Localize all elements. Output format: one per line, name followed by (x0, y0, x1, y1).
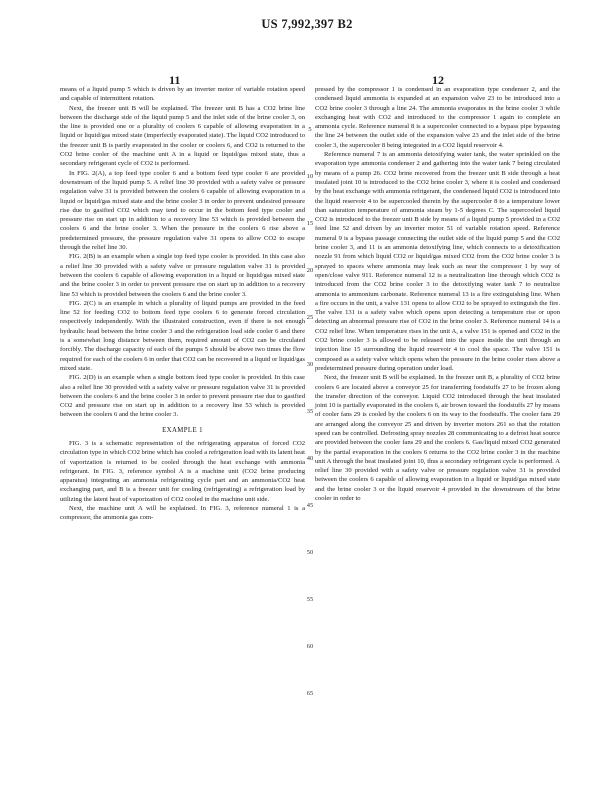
left-column (60, 85, 305, 523)
left-paragraph: Next, the freezer unit B will be explained. The freezer unit B has a CO2 brine line between the discharge side of the liquid pump 5 and the inlet side of the brine cooler 3, on the line is provided one or a plurality of coolers 6 capable of allowing evaporation in a liquid or liquid/gas mixed state (imperfectly evaporated state). The liquid CO2 introduced to the freezer unit B is partly evaporated in the cooler or coolers 6, and CO2 is returned to the CO2 brine cooler of the machine unit A in a liquid or liquid/gas mixed state, thus a secondary refrigerant cycle of CO2 is performed. (60, 104, 305, 168)
left-paragraph: In FIG. 2(A), a top feed type cooler 6 and a bottom feed type cooler 6 are provided downstream of the liquid pump 5. A relief line 30 provided with a safety valve or pressure regulation valve 31 is provided between the coolers 6 capable of allowing evaporation in a liquid or liquid/gas mixed state and the brine cooler 3 in order to prevent undesired pressure rise due to gasified CO2 which may tend to occur in the bottom feed type cooler and pressure rise on start up in addition to a recovery line 53 which is provided between the coolers 6 and the brine cooler 3. When the pressure in the coolers 6 rise above a predetermined pressure, the pressure regulation valve 31 opens to allow CO2 to escape through the relief line 30. (60, 169, 305, 252)
line-number: 50 (306, 549, 314, 556)
left-paragraph: means of a liquid pump 5 which is driven by an inverter motor of variable rotation speed and capable of intermittent rotation. (60, 86, 305, 103)
line-number: 20 (306, 267, 314, 274)
line-number: 45 (306, 502, 314, 509)
left-paragraph: FIG. 2(B) is an example when a single top feed type cooler is provided. In this case also a relief line 30 provided with a safety valve or pressure regulation valve 31 is provided between the coolers 6 capable of allowing evaporation in a liquid or liquid/gas mixed state and the brine cooler 3 in order to prevent pressure rise on start up in addition to a recovery line 53 which is provided between the coolers 6 and the brine cooler 3. (60, 253, 305, 298)
right-column (315, 85, 560, 503)
line-number: 15 (306, 220, 314, 227)
left-paragraph: FIG. 3 is a schematic representation of the refrigerating apparatus of forced CO2 circulation type in which CO2 brine which has cooled a refrigeration load with its latent heat of vaporization is returned to be cooled through the heat exchange with ammonia refrigerant. In FIG. 3, reference symbol A is a machine unit (CO2 brine producing apparatus) integrating an ammonia refrigerating cycle part and an ammonia/CO2 heat exchanging part, and B is a freezer unit for cooling (refrigerating) a refrigeration load by utilizing the latent heat of vaporization of CO2 cooled in the machine unit side. (60, 439, 305, 503)
right-paragraph: Next, the freezer unit B will be explained. In the freezer unit B, a plurality of CO2 brine coolers 6 are located above a conveyor 25 for transferring foodstuffs 27 to be frozen along the transfer direction of the conveyor. Liquid CO2 introduced through the heat insulated joint 10 is partially evaporated in the coolers 6, air brown toward the foodstuffs 27 by means of cooler fans 29 is cooled by the coolers 6 on its way to the foodstuffs. The cooler fans 29 are arranged along the conveyor 25 and driven by inverter motors 261 so that the rotation speed can be controlled. Defrosting spray nozzles 28 communicating to a defrost heat source are provided between the cooler fans 29 and the coolers 6. Gas/liquid mixed CO2 generated by the partial evaporation in the coolers 6 returns to the CO2 brine cooler 3 in the machine unit A through the heat insulated joint 10, thus a secondary refrigerant cycle is performed. A relief line 30 provided with a safety valve or pressure regulation valve 31 is provided between the coolers 6 capable of allowing evaporation in a liquid or liquid/gas mixed state and the brine cooler 3 or the liquid reservoir 4 provided in the downstream of the brine cooler in order to (315, 374, 560, 503)
left-paragraph: Next, the machine unit A will be explained. In FIG. 3, reference numeral 1 is a compressor, the ammonia gas com- (60, 505, 305, 522)
right-paragraph: Reference numeral 7 is an ammonia detoxifying water tank, the water sprinkled on the evaporation type ammonia condenser 2 and gathering into the water tank 7 being circulated by means of a pump 26. CO2 brine recovered from the freezer unit B side through a heat insulated joint 10 is introduced to the CO2 brine cooler 3, where it is cooled and condensed by the heat exchange with ammonia refrigerant, the condensed liquid CO2 is introduced into the liquid reservoir 4 to be supercooled therein by the supercooler 8 to a temperature lower than saturation temperature of ammonia steam by 1-5 degrees C. The supercooled liquid CO2 is introduced to the freezer unit B side by means of a liquid pump 5 provided in a CO2 feed line 52 and driven by an inverter motor 51 of variable rotation speed. Reference numeral 9 is a bypass passage connecting the outlet side of the liquid pump 5 and the CO2 brine cooler 3, and 11 is an ammonia detoxifying line, which connects to a detoxification nozzle 91 from which liquid CO2 or liquid/gas mixed CO2 from the CO2 brine cooler 3 is sprayed to spaces where ammonia may leak such as near the compressor 1 by way of open/close valve 911. Reference numeral 12 is a neutralization line through which CO2 is introduced from the CO2 brine cooler 3 to the detoxifying water tank 7 to neutralize ammonia to ammonium carbonate. Reference numeral 13 is a fire extinguishing line. When a fire occurs in the unit, a valve 131 opens to allow CO2 to be sprayed to extinguish the fire. The valve 131 is a safety valve which opens upon detecting a temperature rise or upon detecting an abnormal pressure rise of CO2 in the brine cooler 3. Reference numeral 14 is a CO2 relief line. When temperature rises in the unit A, a valve 151 is opened and CO2 in the CO2 brine cooler 3 is allowed to be released into the space inside the unit through an injection line 15 surrounding the liquid reservoir 4 to cool the space. The valve 151 is composed as a safety valve which opens when the pressure in the brine cooler rises above a predetermined pressure during operation under load. (315, 151, 560, 372)
left-paragraph: FIG. 2(C) is an example in which a plurality of liquid pumps are provided in the feed line 52 for feeding CO2 to bottom feed type coolers 6 to generate forced circulation respectively independently. With the illustrated construction, even if there is not enough hydraulic head between the brine cooler 3 and the refrigeration load side cooler 6 and there is a somewhat long distance between them, required amount of CO2 can be circulated forcibly. The discharge capacity of each of the pumps 5 should be above two times the flow required for each of the coolers 6 in order that CO2 can be recovered in a liquid or liquid/gas mixed state. (60, 299, 305, 372)
line-number: 5 (308, 126, 312, 133)
line-number: 60 (306, 643, 314, 650)
line-number: 40 (306, 455, 314, 462)
column-number-left: 11 (169, 73, 181, 87)
line-number: 35 (306, 408, 314, 415)
line-number: 30 (306, 361, 314, 368)
left-paragraph: FIG. 2(D) is an example when a single bottom feed type cooler is provided. In this case also a relief line 30 provided with a safety valve or pressure regulation valve 31 is provided between the coolers 6 and the brine cooler 3 in order to prevent pressure rise due to gasified CO2 and pressure rise on start up in addition to a recovery line 53 which is provided between the coolers 6 and the brine cooler 3. (60, 374, 305, 419)
example-heading: EXAMPLE 1 (162, 426, 203, 434)
line-number: 55 (306, 596, 314, 603)
right-paragraph: pressed by the compressor 1 is condensed in an evaporation type condenser 2, and the condensed liquid ammonia is expanded at an expansion valve 23 to be introduced into a CO2 brine cooler 3 through a line 24. The ammonia evaporates in the brine cooler 3 while exchanging heat with CO2 and introduced to the compressor 1 again to complete an ammonia cycle. Reference numeral 8 is a supercooler connected to a bypass pipe bypassing the line 24 between the outlet side of the expansion valve 23 and the inlet side of the brine cooler 3, the supercooler 8 being integrated in a CO2 liquid reservoir 4. (315, 86, 560, 149)
line-number: 65 (306, 690, 314, 697)
line-number: 25 (306, 314, 314, 321)
column-number-right: 12 (432, 73, 444, 87)
patent-number: US 7,992,397 B2 (261, 17, 353, 31)
line-number: 10 (306, 173, 314, 180)
